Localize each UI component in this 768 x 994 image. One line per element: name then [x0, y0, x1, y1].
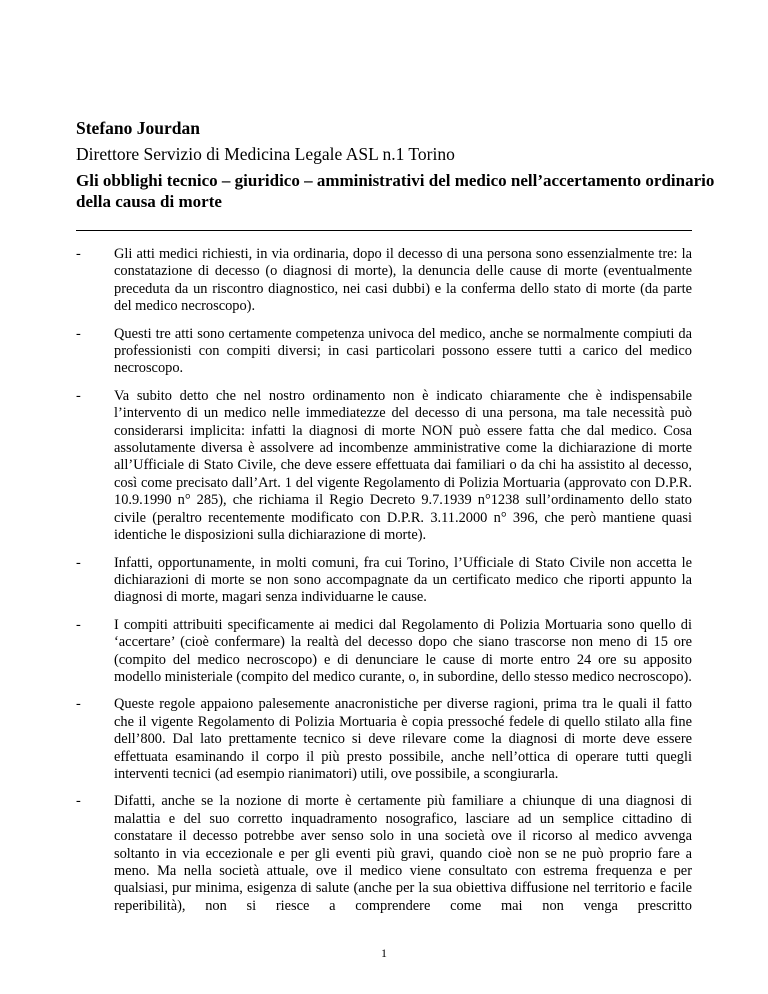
bullet-dash: - — [76, 696, 81, 713]
bullet-dash: - — [76, 616, 81, 633]
paragraph-text: Infatti, opportunamente, in molti comuni, fra cui Torino, l’Ufficiale di Stato Civile non accetta le dichiarazioni di morte se non sono accompagnate da un certificato medico che riporti appunto la diagnosi di morte, magari senza individuarne le cause. — [114, 554, 692, 606]
paragraph-text: Va subito detto che nel nostro ordinamento non è indicato chiaramente che è indispensabile l’intervento di un medico nelle immediatezze del decesso di una persona, ma tale necessità può considerarsi implicita: infatti la diagnosi di morte NON può essere fatta che dal medico. Cosa assolutamente diversa è assolvere ad incombenze amministrative come la dichiarazione di morte all’Ufficiale di Stato Civile, che deve essere effettuata dai familiari o da chi ha assistito al decesso, così come precisato dall’Art. 1 del vigente Regolamento di Polizia Mortuaria (approvato con D.P.R. 10.9.1990 n° 285), che richiama il Regio Decreto 9.7.1939 n°1238 sull’ordinamento dello stato civile (peraltro recentemente modificato con D.P.R. 3.11.2000 n° 396, che però mantiene quasi identiche le disposizioni sulla dichiarazione di morte). — [114, 387, 692, 544]
bullet-dash: - — [76, 246, 81, 262]
document-title: Gli obblighi tecnico – giuridico – amministrativi del medico nell’accertamento ordinario della causa di morte — [76, 171, 715, 211]
list-item — [76, 326, 692, 378]
paragraph-text: Gli atti medici richiesti, in via ordinaria, dopo il decesso di una persona sono essenzialmente tre: la constatazione di decesso (o diagnosi di morte), la denuncia delle cause di morte (eventualmente preceduta da un riscontro diagnostico, nei casi dubbi) e la conferma dello stato di morte (da parte del medico necroscopo). — [114, 246, 692, 315]
bullet-dash: - — [76, 387, 81, 404]
list-item — [76, 555, 692, 607]
bullet-dash: - — [76, 793, 81, 810]
list-item — [76, 696, 692, 783]
horizontal-divider — [76, 230, 692, 231]
paragraph-list — [76, 246, 692, 925]
paragraph-text: I compiti attribuiti specificamente ai medici dal Regolamento di Polizia Mortuaria sono quello di ‘accertare’ (cioè confermare) la realtà del decesso dopo che siano trascorse non meno di 15 ore (compito del medico necroscopo) e di denunciare le cause di morte entro 24 ore su apposito modello ministeriale (compito del medico curante, o, in subordine, dello stesso medico necroscopo). — [114, 616, 692, 685]
list-item — [76, 793, 692, 915]
paragraph-text: Difatti, anche se la nozione di morte è certamente più familiare a chiunque di una diagnosi di malattia e del suo corretto inquadramento nosografico, lasciare ad un semplice cittadino di constatare il decesso potrebbe aver senso solo in una società ove il ricorso al medico avvenga soltanto in via eccezionale e per gli eventi più gravi, quando cioè non se ne può proprio fare a meno. Ma nella società attuale, ove il medico viene consultato con estrema frequenza e per qualsiasi, pur minima, esigenza di salute (anche per la sua obiettiva diffusione nel territorio e facile reperibilità), non si riesce a comprendere come mai non venga prescritto — [114, 793, 692, 914]
list-item — [76, 388, 692, 545]
page-number: 1 — [381, 946, 387, 960]
list-item — [76, 617, 692, 687]
author-role: Direttore Servizio di Medicina Legale ASL n.1 Torino — [76, 144, 455, 164]
bullet-dash: - — [76, 554, 81, 571]
bullet-dash: - — [76, 325, 81, 342]
list-item — [76, 246, 692, 316]
paragraph-text: Queste regole appaiono palesemente anacronistiche per diverse ragioni, prima tra le quali il fatto che il vigente Regolamento di Polizia Mortuaria è copia pressoché fedele di quello stilato alla fine dell’800. Dal lato prettamente tecnico si deve rilevare come la diagnosi di morte deve essere effettuata esaminando il corpo il più presto possibile, anche nell’ottica di operare tutti quegli interventi tecnici (ad esempio rianimatori) utili, ove possibile, a scongiurarla. — [114, 696, 692, 782]
paragraph-text: Questi tre atti sono certamente competenza univoca del medico, anche se normalmente compiuti da professionisti con compiti diversi; in casi particolari possono essere tutti a carico del medico necroscopo. — [114, 325, 692, 377]
author-name: Stefano Jourdan — [76, 118, 200, 138]
